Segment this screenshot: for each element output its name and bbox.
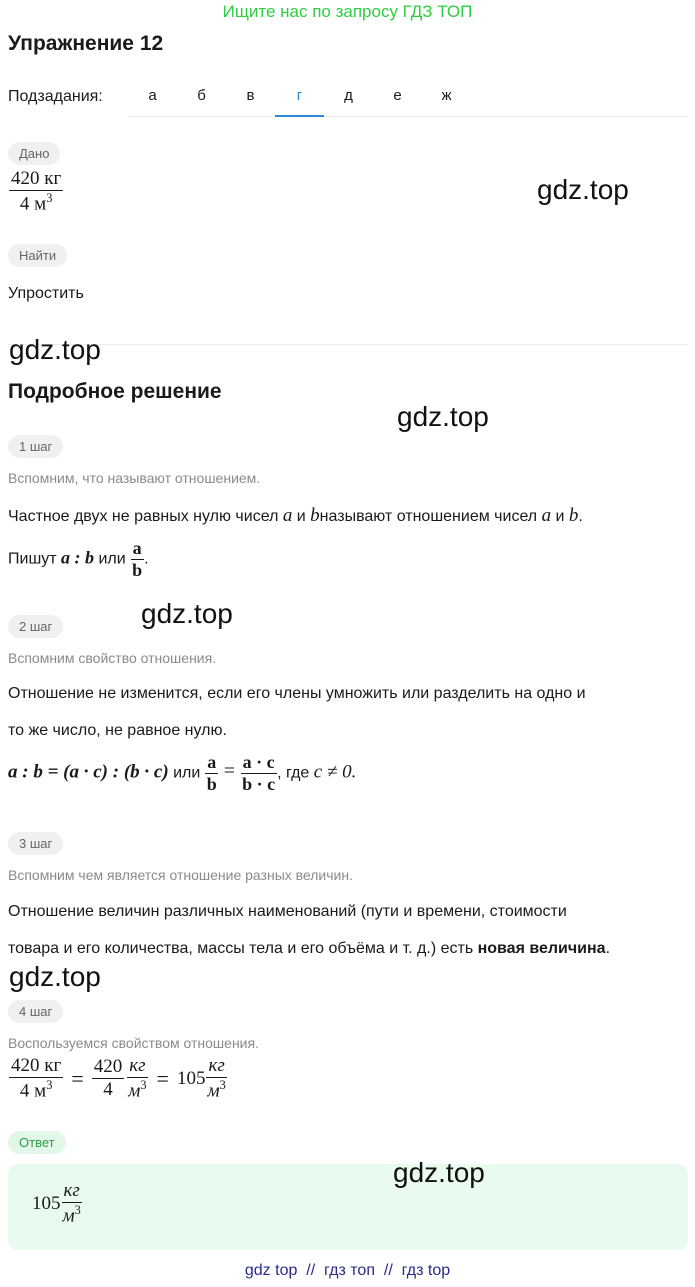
step-2-text2: то же число, не равное нулю. xyxy=(8,722,227,739)
solution-title: Подробное решение xyxy=(8,380,222,403)
step-3-text2: товара и его количества, массы тела и его объёма и т. д.) есть новая величина. xyxy=(8,940,611,957)
answer-box xyxy=(8,1164,688,1250)
subtasks-tabs xyxy=(128,80,688,117)
watermark: gdz.top xyxy=(393,1157,485,1188)
step-4-badge: 4 шаг xyxy=(8,1000,63,1023)
watermark: gdz.top xyxy=(537,174,629,205)
tab-d[interactable]: д xyxy=(344,87,353,104)
step-3-hint: Вспомним чем является отношение разных величин. xyxy=(8,867,353,883)
step-1-hint: Вспомним, что называют отношением. xyxy=(8,470,261,486)
step-1-line1: Частное двух не равных нулю чисел a и bназывают отношением чисел a и b. xyxy=(8,505,583,526)
find-badge: Найти xyxy=(8,244,67,267)
answer-value: 105 $\frac{кг}{м^3}$ xyxy=(32,1180,81,1227)
step-1-line2: Пишут a : b или $\frac{a}{b}$ . xyxy=(8,538,149,580)
step-2-hint: Вспомним свойство отношения. xyxy=(8,650,217,666)
watermark: gdz.top xyxy=(397,401,489,432)
page-title: Упражнение 12 xyxy=(8,32,164,55)
tab-b[interactable]: б xyxy=(197,87,206,104)
find-text: Упростить xyxy=(8,285,84,302)
tab-v[interactable]: в xyxy=(246,87,255,104)
step-1-badge: 1 шаг xyxy=(8,435,63,458)
promo-banner[interactable]: Ищите нас по запросу ГДЗ ТОП xyxy=(222,2,473,21)
tab-a[interactable]: а xyxy=(148,87,157,104)
subtasks-label: Подзадания: xyxy=(8,88,103,105)
tab-g[interactable]: г xyxy=(275,80,324,116)
given-fraction: $\frac{420 кг}{4 м^3}$ xyxy=(11,168,62,215)
step-2-badge: 2 шаг xyxy=(8,615,63,638)
divider xyxy=(8,344,688,345)
step-2-formula: a : b = (a · c) : (b · c) или $\frac{a}{b}$ = $\frac{a \cdot c}{b \cdot c}$ , где c ≠ 0. xyxy=(8,752,357,794)
answer-badge: Ответ xyxy=(8,1131,66,1154)
step-3-text1: Отношение величин различных наименований (пути и времени, стоимости xyxy=(8,903,567,920)
step-2-text1: Отношение не изменится, если его члены умножить или разделить на одно и xyxy=(8,685,586,702)
tab-zh[interactable]: ж xyxy=(441,87,452,104)
footer-links[interactable]: gdz top // гдз топ // гдз top xyxy=(244,1262,451,1279)
step-4-calc: $\frac{420 кг}{4 м^3}$ = $\frac{420}{4}$ $\frac{кг}{м^3}$ = 105 $\frac{кг}{м^3}$ xyxy=(11,1055,226,1102)
given-badge: Дано xyxy=(8,142,60,165)
tab-e[interactable]: е xyxy=(393,87,402,104)
watermark: gdz.top xyxy=(141,598,233,629)
step-4-hint: Воспользуемся свойством отношения. xyxy=(8,1035,259,1051)
watermark: gdz.top xyxy=(9,334,101,365)
step-3-badge: 3 шаг xyxy=(8,832,63,855)
watermark: gdz.top xyxy=(9,961,101,992)
